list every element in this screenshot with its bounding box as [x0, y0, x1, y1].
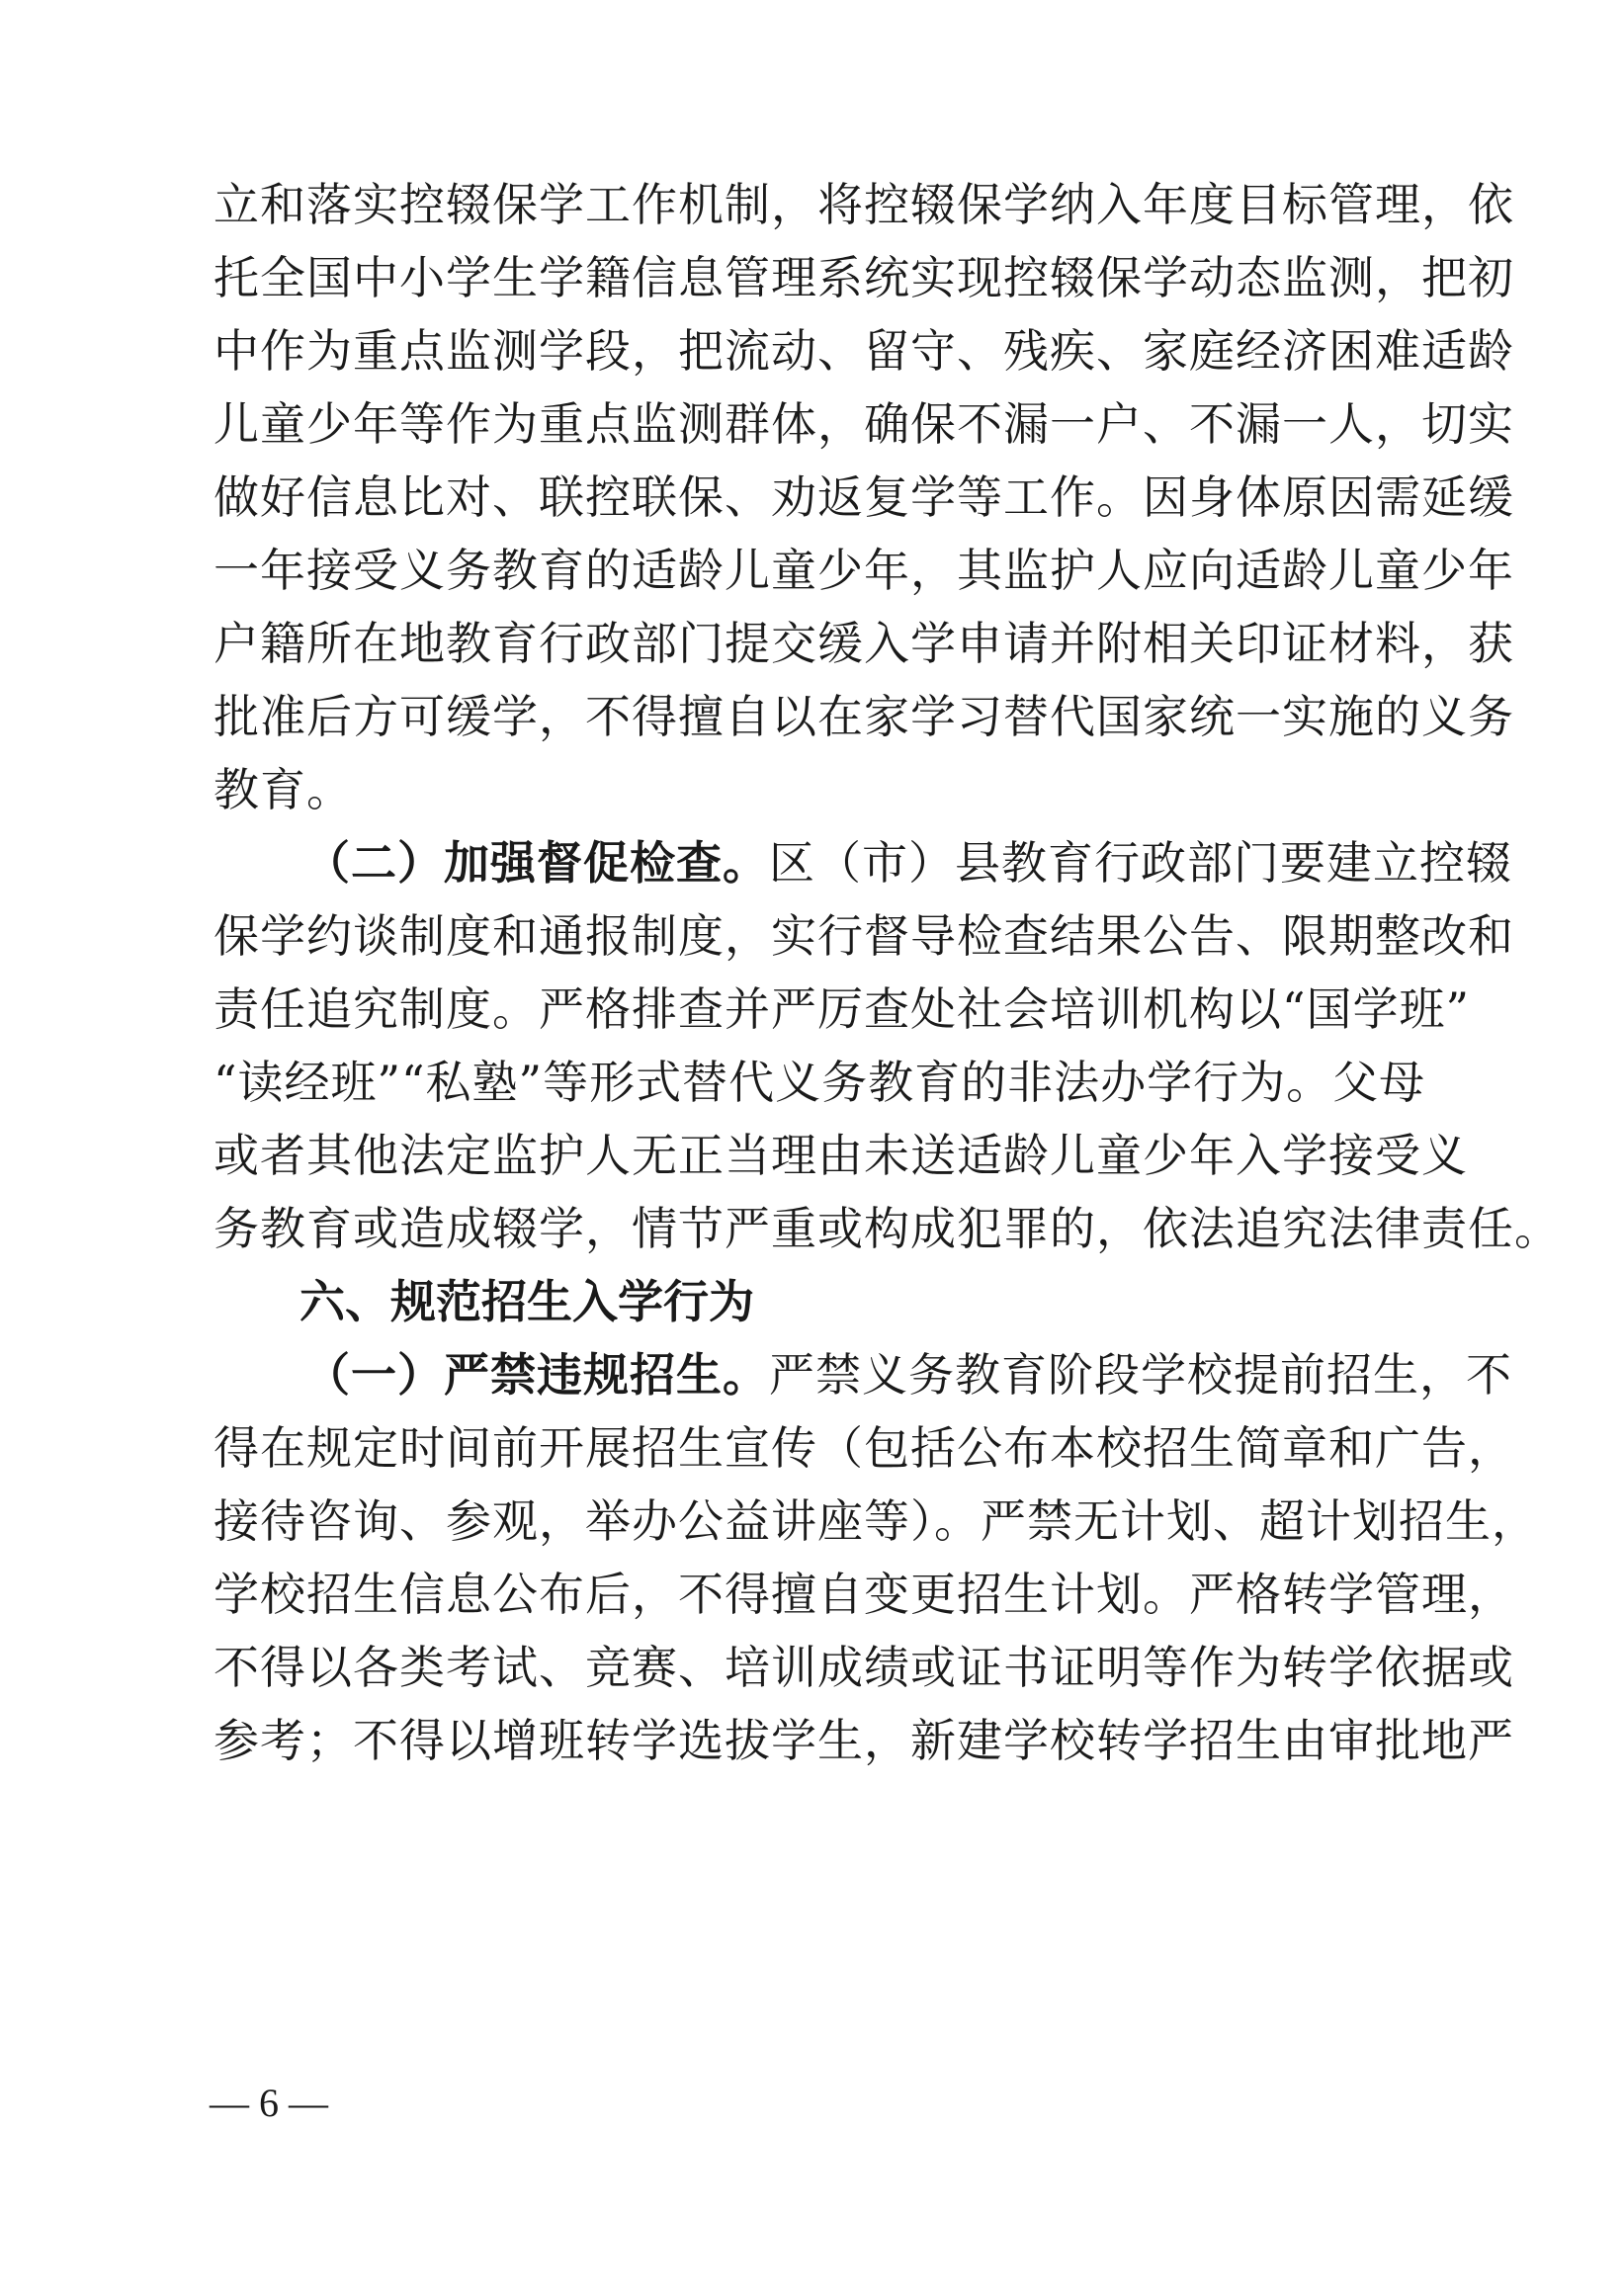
- section-title: （一）严禁违规招生。: [304, 1348, 769, 1402]
- paragraph-line: 教育。: [214, 763, 353, 816]
- paragraph-line: 一年接受义务教育的适龄儿童少年，其监护人应向适龄儿童少年: [214, 544, 1514, 597]
- paragraph-line: 得在规定时间前开展招生宣传（包括公布本校招生简章和广告，: [214, 1421, 1514, 1475]
- paragraph-line: 批准后方可缓学，不得擅自以在家学习替代国家统一实施的义务: [214, 690, 1514, 743]
- paragraph-line: 不得以各类考试、竞赛、培训成绩或证书证明等作为转学依据或: [214, 1641, 1514, 1694]
- paragraph-line: 务教育或造成辍学，情节严重或构成犯罪的，依法追究法律责任。: [214, 1202, 1561, 1255]
- section-title: （二）加强督促检查。: [304, 836, 769, 890]
- paragraph-line: 接待咨询、参观，举办公益讲座等）。严禁无计划、超计划招生，: [214, 1494, 1538, 1548]
- paragraph-line: 中作为重点监测学段，把流动、留守、残疾、家庭经济困难适龄: [214, 324, 1514, 378]
- paragraph-line: 做好信息比对、联控联保、劝返复学等工作。因身体原因需延缓: [214, 470, 1514, 524]
- paragraph-line: 责任追究制度。严格排查并严厉查处社会培训机构以“国学班”: [214, 982, 1471, 1036]
- section-heading: 六、规范招生入学行为: [299, 1275, 754, 1328]
- paragraph-line: 立和落实控辍保学工作机制，将控辍保学纳入年度目标管理，依: [214, 178, 1514, 231]
- paragraph-line: 儿童少年等作为重点监测群体，确保不漏一户、不漏一人，切实: [214, 397, 1514, 451]
- section-first-line: [304, 1335, 1512, 1414]
- paragraph-line: 或者其他法定监护人无正当理由未送适龄儿童少年入学接受义: [214, 1129, 1468, 1182]
- section-first-line: [304, 823, 1512, 902]
- page-number: — 6 —: [210, 2081, 328, 2125]
- paragraph-line: “读经班”“私塾”等形式替代义务教育的非法办学行为。父母: [214, 1056, 1426, 1109]
- paragraph-line: 参考；不得以增班转学选拔学生，新建学校转学招生由审批地严: [214, 1714, 1514, 1767]
- section-first-line-text: 严禁义务教育阶段学校提前招生，不: [769, 1348, 1512, 1402]
- section-first-line-text: 区（市）县教育行政部门要建立控辍: [769, 836, 1512, 890]
- paragraph-line: 户籍所在地教育行政部门提交缓入学申请并附相关印证材料，获: [214, 617, 1514, 670]
- paragraph-line: 学校招生信息公布后，不得擅自变更招生计划。严格转学管理，: [214, 1568, 1514, 1621]
- paragraph-line: 托全国中小学生学籍信息管理系统实现控辍保学动态监测，把初: [214, 251, 1514, 304]
- paragraph-line: 保学约谈制度和通报制度，实行督导检查结果公告、限期整改和: [214, 909, 1514, 963]
